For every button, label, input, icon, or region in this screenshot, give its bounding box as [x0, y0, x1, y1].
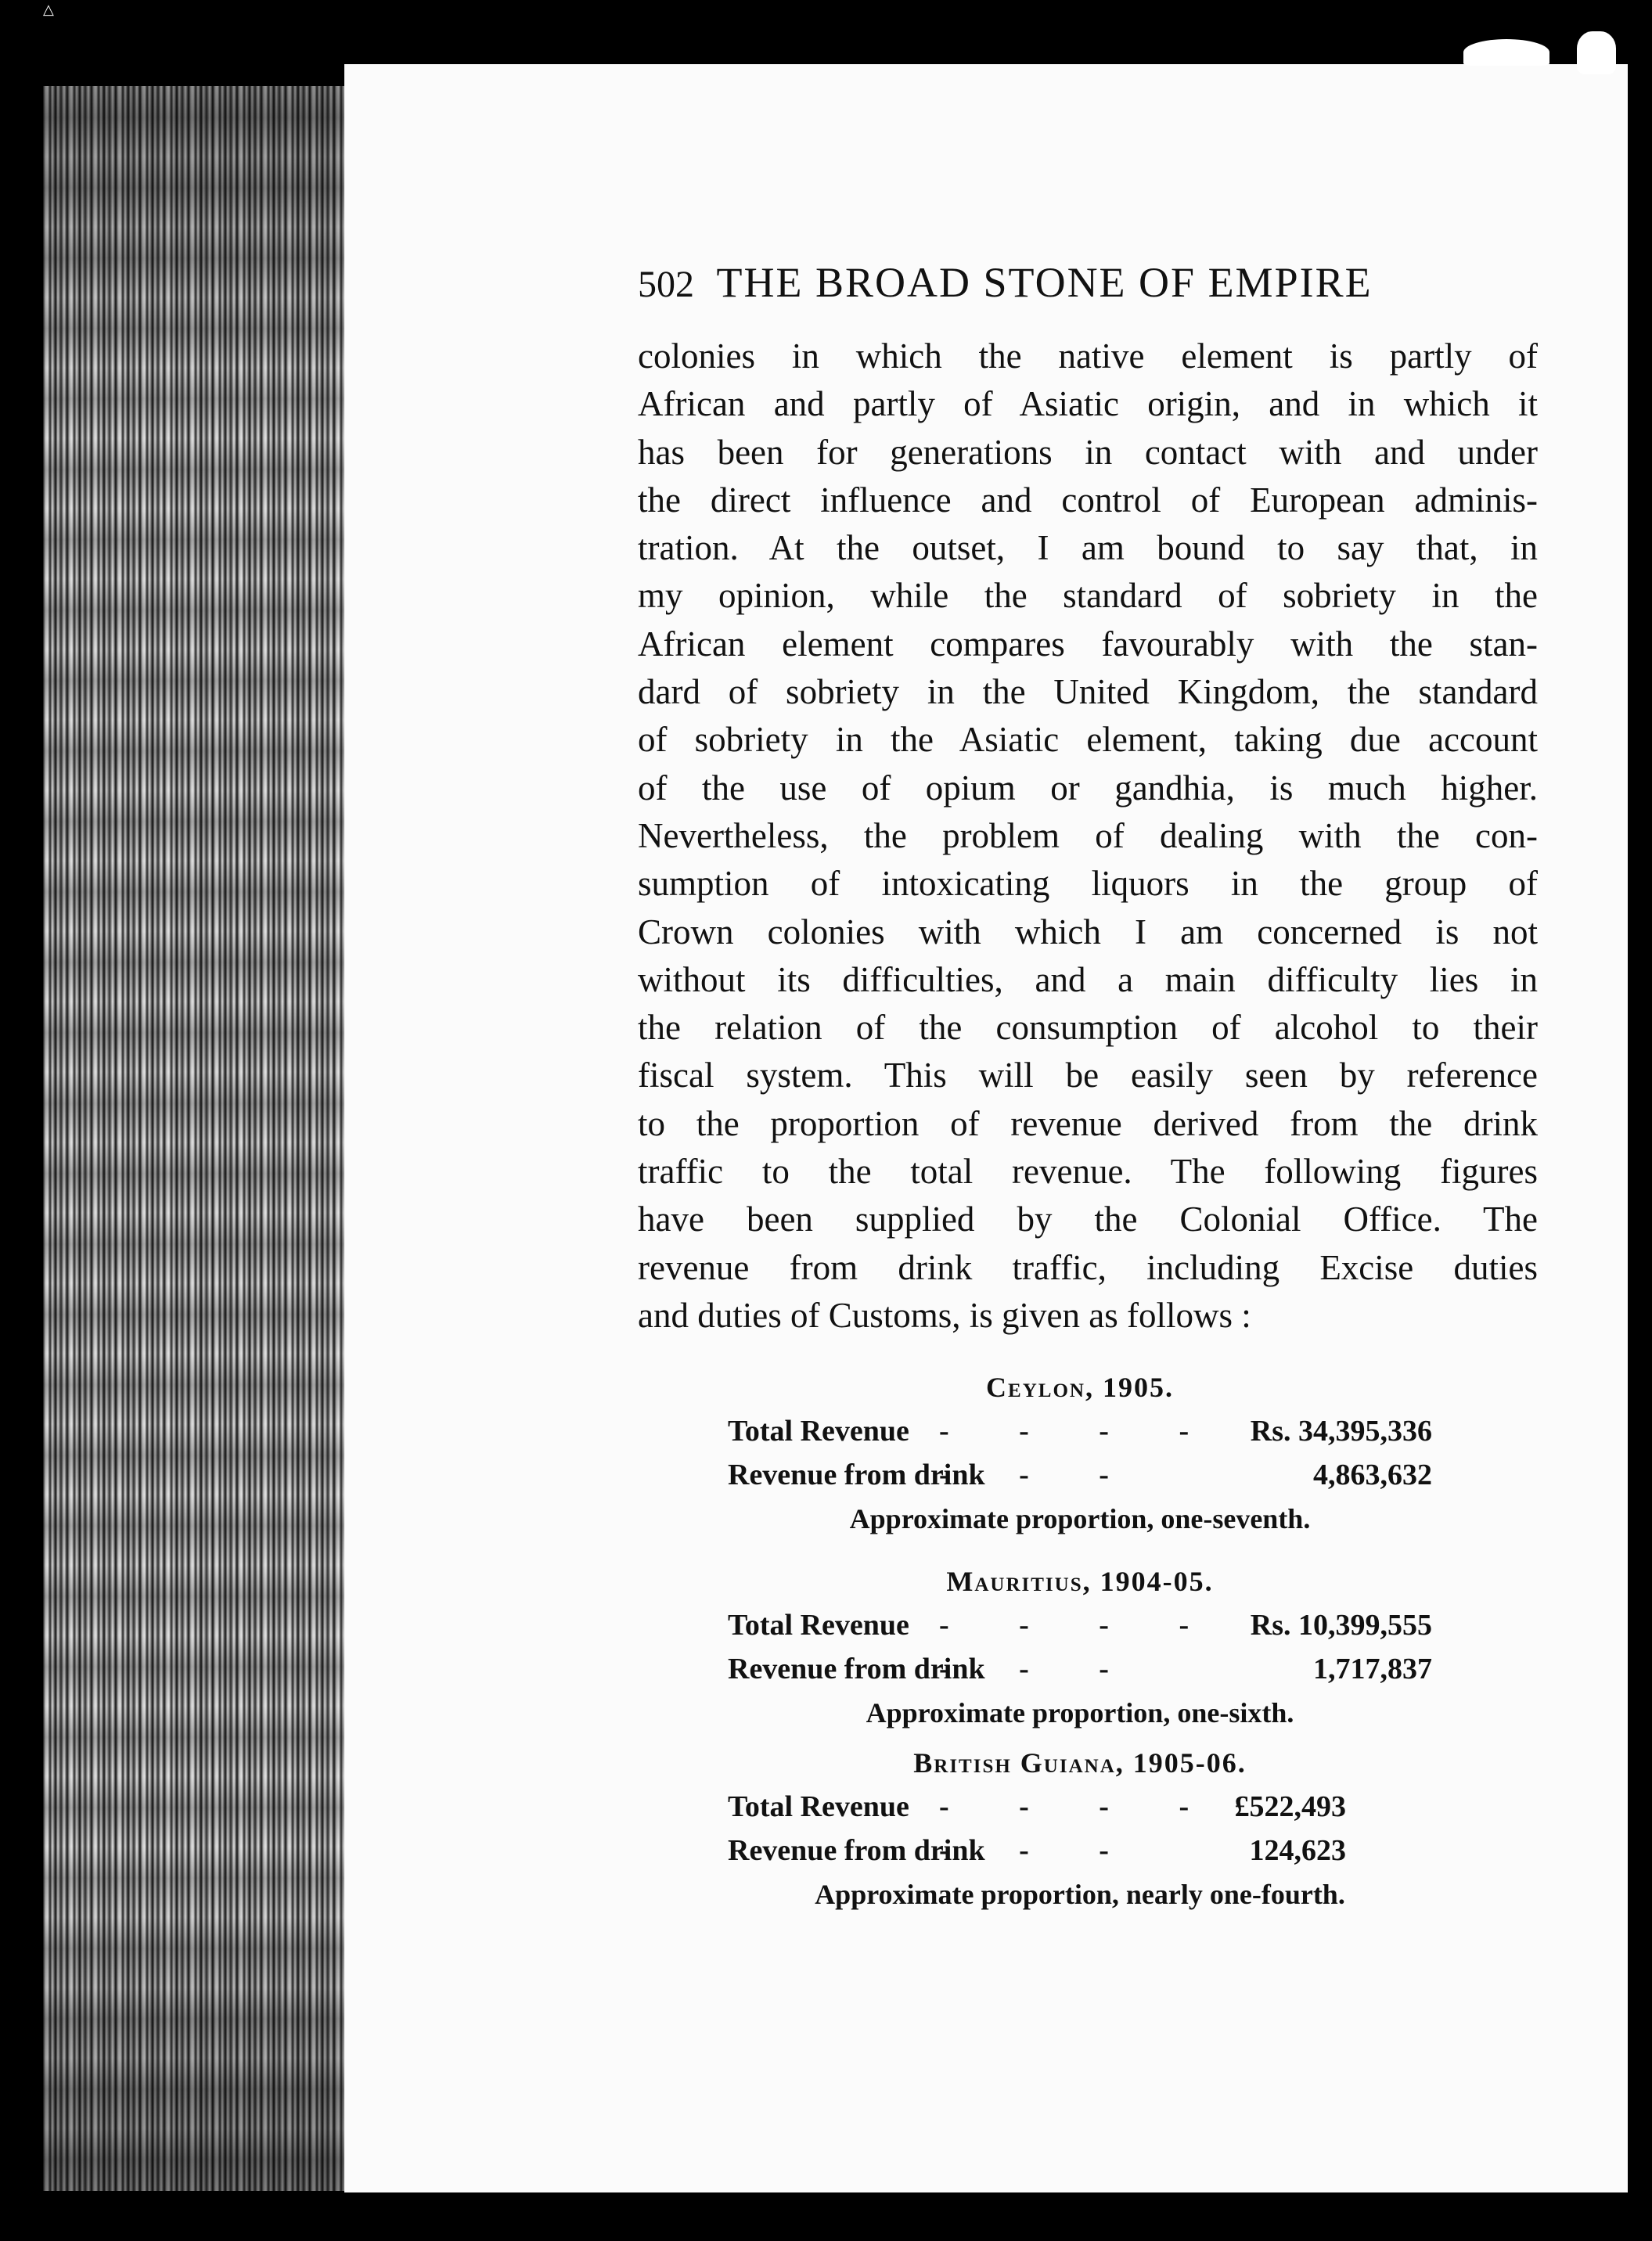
- body-line: revenue from drink traffic, including Excise duties: [638, 1247, 1538, 1287]
- body-line: have been supplied by the Colonial Office. The: [638, 1200, 1538, 1239]
- body-line: African element compares favourably with the stan-: [638, 624, 1538, 664]
- row-value: Rs. 10,399,555: [1250, 1609, 1432, 1642]
- row-value: £522,493: [1234, 1790, 1346, 1823]
- revenue-table-mauritius: [728, 1559, 1432, 1735]
- body-line: colonies in which the native element is partly of: [638, 336, 1538, 376]
- row-leader-dashes: - - -: [939, 1653, 1140, 1685]
- running-header: [638, 258, 1467, 307]
- revenue-table-british-guiana: [728, 1741, 1432, 1916]
- row-leader-dashes: - - - -: [939, 1609, 1221, 1642]
- row-leader-dashes: - - -: [939, 1834, 1140, 1867]
- scan-artifact-blot: [1463, 39, 1549, 66]
- table-note: Approximate proportion, one-sixth.: [866, 1697, 1294, 1728]
- body-line: traffic to the total revenue. The following figures: [638, 1152, 1538, 1192]
- corner-scan-mark: △: [43, 2, 54, 18]
- row-value: 1,717,837: [1313, 1653, 1432, 1685]
- row-value: 4,863,632: [1313, 1459, 1432, 1491]
- row-label: Revenue from drink: [728, 1834, 985, 1867]
- revenue-table-ceylon: [728, 1365, 1432, 1541]
- row-label: Revenue from drink: [728, 1653, 985, 1685]
- row-value: Rs. 34,395,336: [1250, 1415, 1432, 1448]
- table-row: [728, 1453, 1432, 1497]
- scan-artifact-blot: [1577, 31, 1616, 74]
- table-title: Ceylon, 1905.: [986, 1372, 1174, 1403]
- body-line: my opinion, while the standard of sobriety in the: [638, 576, 1538, 616]
- row-label: Revenue from drink: [728, 1459, 985, 1491]
- book-page-edges-shading: [43, 86, 352, 2191]
- table-row: [728, 1829, 1432, 1872]
- table-title: Mauritius, 1904-05.: [946, 1566, 1214, 1597]
- body-line: dard of sobriety in the United Kingdom, the standard: [638, 672, 1538, 712]
- row-label: Total Revenue: [728, 1415, 909, 1448]
- body-line: has been for generations in contact with and under: [638, 432, 1538, 472]
- body-line: the direct influence and control of European adminis-: [638, 480, 1538, 520]
- body-line: the relation of the consumption of alcohol to their: [638, 1008, 1538, 1048]
- table-note: Approximate proportion, one-seventh.: [849, 1503, 1311, 1534]
- page-number: 502: [638, 264, 694, 305]
- table-row: [728, 1785, 1432, 1829]
- table-row: [728, 1647, 1432, 1691]
- body-paragraph: [638, 333, 1538, 1340]
- row-leader-dashes: - - - -: [939, 1415, 1221, 1448]
- running-title: THE BROAD STONE OF EMPIRE: [716, 259, 1373, 306]
- row-leader-dashes: - - -: [939, 1459, 1140, 1491]
- table-title: British Guiana, 1905-06.: [913, 1747, 1247, 1779]
- body-line: tration. At the outset, I am bound to say that, in: [638, 528, 1538, 568]
- body-line: without its difficulties, and a main difficulty lies in: [638, 959, 1538, 999]
- table-row: [728, 1409, 1432, 1453]
- row-label: Total Revenue: [728, 1609, 909, 1642]
- body-line: and duties of Customs, is given as follows :: [638, 1295, 1251, 1335]
- table-row: [728, 1603, 1432, 1647]
- body-line: Crown colonies with which I am concerned is not: [638, 912, 1538, 951]
- row-label: Total Revenue: [728, 1790, 909, 1823]
- body-line: of sobriety in the Asiatic element, taking due account: [638, 720, 1538, 760]
- body-line: to the proportion of revenue derived from the drink: [638, 1103, 1538, 1143]
- body-line: sumption of intoxicating liquors in the group of: [638, 864, 1538, 904]
- body-line: of the use of opium or gandhia, is much higher.: [638, 768, 1538, 808]
- body-line: African and partly of Asiatic origin, and in which it: [638, 384, 1538, 424]
- body-line: fiscal system. This will be easily seen by reference: [638, 1056, 1538, 1095]
- row-value: 124,623: [1249, 1834, 1346, 1867]
- body-line: Nevertheless, the problem of dealing with the con-: [638, 815, 1538, 855]
- row-leader-dashes: - - - -: [939, 1790, 1221, 1823]
- table-note: Approximate proportion, nearly one-fourth.: [815, 1879, 1345, 1910]
